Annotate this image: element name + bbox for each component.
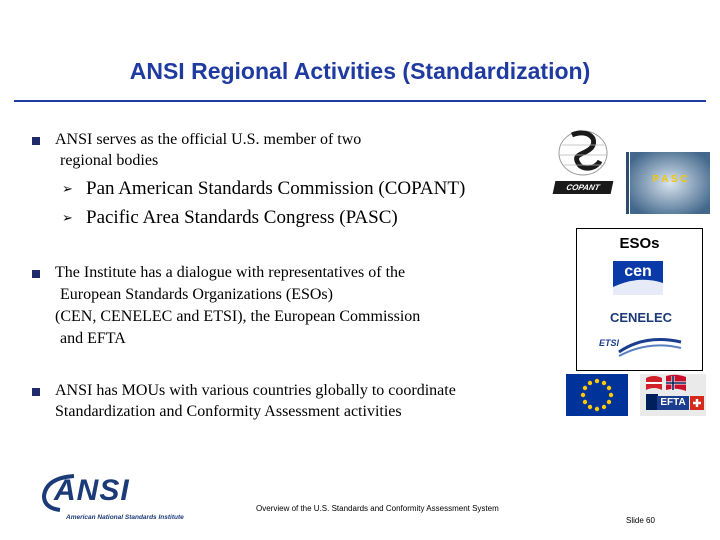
title-rule bbox=[14, 100, 706, 102]
bullet-3-line-1: ANSI has MOUs with various countries globally to coordinate bbox=[55, 382, 456, 399]
ansi-tagline: American National Standards Institute bbox=[66, 514, 184, 521]
sub-bullet-copant: Pan American Standards Commission (COPANT) bbox=[86, 178, 466, 199]
cen-logo bbox=[613, 261, 663, 295]
etsi-wordmark: ETSI bbox=[599, 338, 620, 348]
bullet-2-line-3: (CEN, CENELEC and ETSI), the European Commission bbox=[55, 308, 421, 325]
sub-bullet-pasc: Pacific Area Standards Congress (PASC) bbox=[86, 207, 398, 228]
copant-globe-icon bbox=[552, 125, 614, 181]
bullet-2-line-1: The Institute has a dialogue with representatives of the bbox=[55, 264, 406, 281]
etsi-logo bbox=[599, 332, 683, 360]
ansi-wordmark: ANSI bbox=[54, 474, 130, 507]
pasc-logo bbox=[626, 152, 710, 214]
efta-logo bbox=[640, 374, 706, 416]
bullet-1-line-2: regional bodies bbox=[60, 152, 159, 169]
cen-wordmark: cen bbox=[624, 263, 652, 280]
bullet-marker bbox=[32, 270, 40, 278]
slide-number: Slide 60 bbox=[626, 516, 655, 525]
bullet-1-line-1: ANSI serves as the official U.S. member of two bbox=[55, 131, 362, 148]
bullet-2-line-2: European Standards Organizations (ESOs) bbox=[60, 286, 333, 303]
bullet-3-line-2: Standardization and Conformity Assessment activities bbox=[55, 403, 402, 420]
esos-box bbox=[576, 228, 703, 371]
ansi-logo bbox=[40, 470, 200, 528]
footer-caption: Overview of the U.S. Standards and Conformity Assessment System bbox=[256, 504, 499, 513]
eu-flag-icon bbox=[566, 374, 628, 416]
cenelec-logo: CENELEC bbox=[609, 310, 673, 325]
esos-label: ESOs bbox=[619, 235, 660, 252]
bullet-marker bbox=[32, 137, 40, 145]
copant-wordmark: COPANT bbox=[553, 181, 614, 194]
efta-wordmark: EFTA bbox=[657, 396, 689, 410]
bullet-2-line-4: and EFTA bbox=[60, 330, 126, 347]
bullet-marker bbox=[32, 388, 40, 396]
pasc-wordmark: P A S C bbox=[652, 174, 688, 185]
copant-logo bbox=[552, 125, 614, 197]
slide-title: ANSI Regional Activities (Standardization) bbox=[129, 58, 591, 84]
arrow-bullet-icon: ➢ bbox=[62, 211, 73, 226]
arrow-bullet-icon: ➢ bbox=[62, 182, 73, 197]
